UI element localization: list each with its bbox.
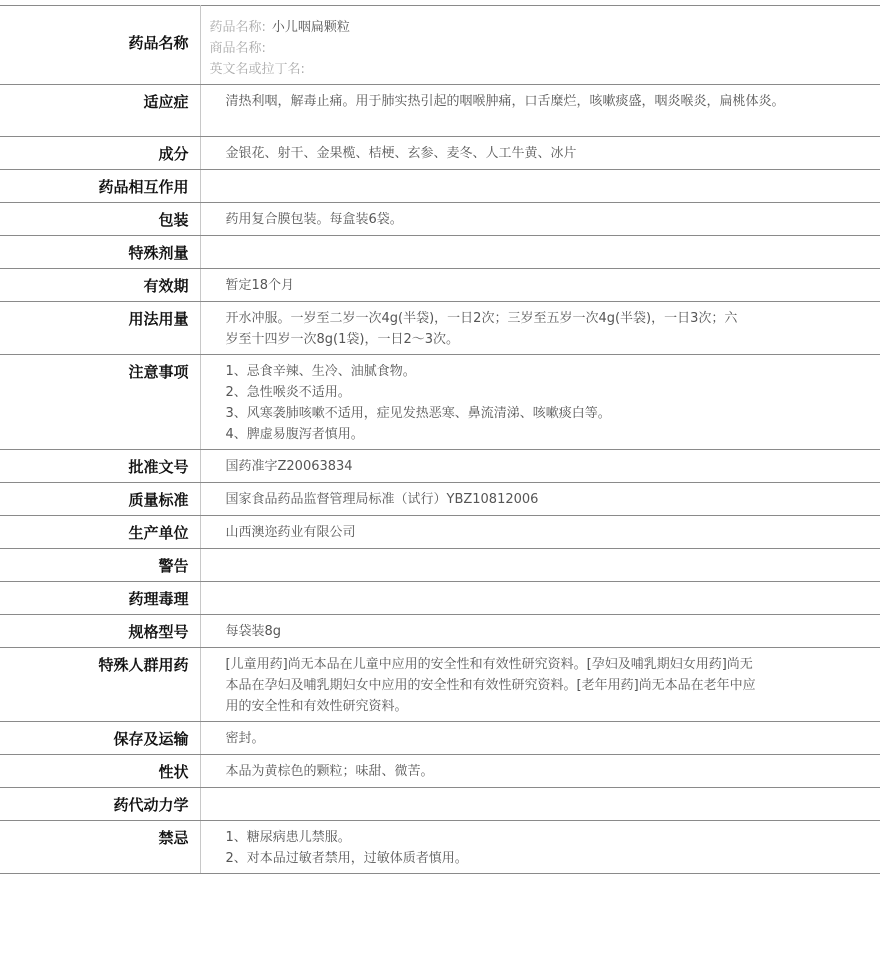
row-expiry <box>0 269 880 302</box>
row-interactions <box>0 170 880 203</box>
value-interactions <box>200 170 880 203</box>
value-pharmacokinetics <box>200 788 880 821</box>
value-approval: 国药准字Z20063834 <box>200 450 880 483</box>
label-drug-name: 药品名称 <box>0 6 200 85</box>
indications-text: 清热利咽，解毒止痛。用于肺实热引起的咽喉肿痛，口舌糜烂，咳嗽痰盛，咽炎喉炎，扁桃体炎。 <box>226 91 791 112</box>
row-storage <box>0 722 880 755</box>
row-special-groups <box>0 648 880 722</box>
value-warning <box>200 549 880 582</box>
row-pharmacokinetics <box>0 788 880 821</box>
value-standard: 国家食品药品监督管理局标准（试行）YBZ10812006 <box>200 483 880 516</box>
label-usage: 用法用量 <box>0 302 200 355</box>
value-drug-name <box>200 6 880 85</box>
label-special-dosage: 特殊剂量 <box>0 236 200 269</box>
contraindication-item: 2、对本品过敏者禁用，过敏体质者慎用。 <box>226 848 857 869</box>
value-usage <box>200 302 880 355</box>
label-ingredients: 成分 <box>0 137 200 170</box>
label-warning: 警告 <box>0 549 200 582</box>
generic-name-label: 药品名称: <box>210 20 266 35</box>
precaution-item: 1、忌食辛辣、生冷、油腻食物。 <box>226 361 857 382</box>
row-ingredients <box>0 137 880 170</box>
generic-name-line <box>210 17 880 38</box>
value-special-groups <box>200 648 880 722</box>
label-expiry: 有效期 <box>0 269 200 302</box>
label-specification: 规格型号 <box>0 615 200 648</box>
special-groups-text: [儿童用药]尚无本品在儿童中应用的安全性和有效性研究资料。[孕妇及哺乳期妇女用药]尚无本品在孕妇及哺乳期妇女中应用的安全性和有效性研究资料。[老年用药]尚无本品在老年中应用的安全性和有效性研究资料。 <box>226 654 766 717</box>
row-usage <box>0 302 880 355</box>
drug-info-table <box>0 5 880 874</box>
row-contraindications <box>0 821 880 874</box>
row-approval <box>0 450 880 483</box>
usage-text: 开水冲服。一岁至二岁一次4g(半袋)，一日2次；三岁至五岁一次4g(半袋)，一日3次；六岁至十四岁一次8g(1袋)，一日2～3次。 <box>226 308 741 350</box>
row-precautions <box>0 355 880 450</box>
precaution-item: 2、急性喉炎不适用。 <box>226 382 857 403</box>
value-storage: 密封。 <box>200 722 880 755</box>
label-manufacturer: 生产单位 <box>0 516 200 549</box>
label-contraindications: 禁忌 <box>0 821 200 874</box>
value-pharmacology <box>200 582 880 615</box>
value-indications <box>200 85 880 137</box>
row-warning <box>0 549 880 582</box>
label-special-groups: 特殊人群用药 <box>0 648 200 722</box>
contraindication-item: 1、糖尿病患儿禁服。 <box>226 827 857 848</box>
label-indications: 适应症 <box>0 85 200 137</box>
value-special-dosage <box>200 236 880 269</box>
value-appearance: 本品为黄棕色的颗粒；味甜、微苦。 <box>200 755 880 788</box>
value-manufacturer: 山西澳迩药业有限公司 <box>200 516 880 549</box>
value-packaging: 药用复合膜包装。每盒装6袋。 <box>200 203 880 236</box>
label-pharmacokinetics: 药代动力学 <box>0 788 200 821</box>
value-ingredients: 金银花、射干、金果榄、桔梗、玄参、麦冬、人工牛黄、冰片 <box>200 137 880 170</box>
row-specification <box>0 615 880 648</box>
value-specification: 每袋装8g <box>200 615 880 648</box>
label-packaging: 包装 <box>0 203 200 236</box>
value-contraindications <box>200 821 880 874</box>
precaution-item: 3、风寒袭肺咳嗽不适用，症见发热恶寒、鼻流清涕、咳嗽痰白等。 <box>226 403 857 424</box>
precaution-item: 4、脾虚易腹泻者慎用。 <box>226 424 857 445</box>
english-name-line <box>210 59 880 80</box>
row-drug-name <box>0 6 880 85</box>
row-manufacturer <box>0 516 880 549</box>
english-name-label: 英文名或拉丁名: <box>210 62 305 77</box>
generic-name-value: 小儿咽扁颗粒 <box>272 20 350 35</box>
label-approval: 批准文号 <box>0 450 200 483</box>
trade-name-line <box>210 38 880 59</box>
row-standard <box>0 483 880 516</box>
label-pharmacology: 药理毒理 <box>0 582 200 615</box>
label-precautions: 注意事项 <box>0 355 200 450</box>
value-precautions <box>200 355 880 450</box>
label-appearance: 性状 <box>0 755 200 788</box>
value-expiry: 暂定18个月 <box>200 269 880 302</box>
label-standard: 质量标准 <box>0 483 200 516</box>
row-special-dosage <box>0 236 880 269</box>
label-storage: 保存及运输 <box>0 722 200 755</box>
row-appearance <box>0 755 880 788</box>
trade-name-label: 商品名称: <box>210 41 266 56</box>
label-interactions: 药品相互作用 <box>0 170 200 203</box>
row-pharmacology <box>0 582 880 615</box>
row-indications <box>0 85 880 137</box>
row-packaging <box>0 203 880 236</box>
